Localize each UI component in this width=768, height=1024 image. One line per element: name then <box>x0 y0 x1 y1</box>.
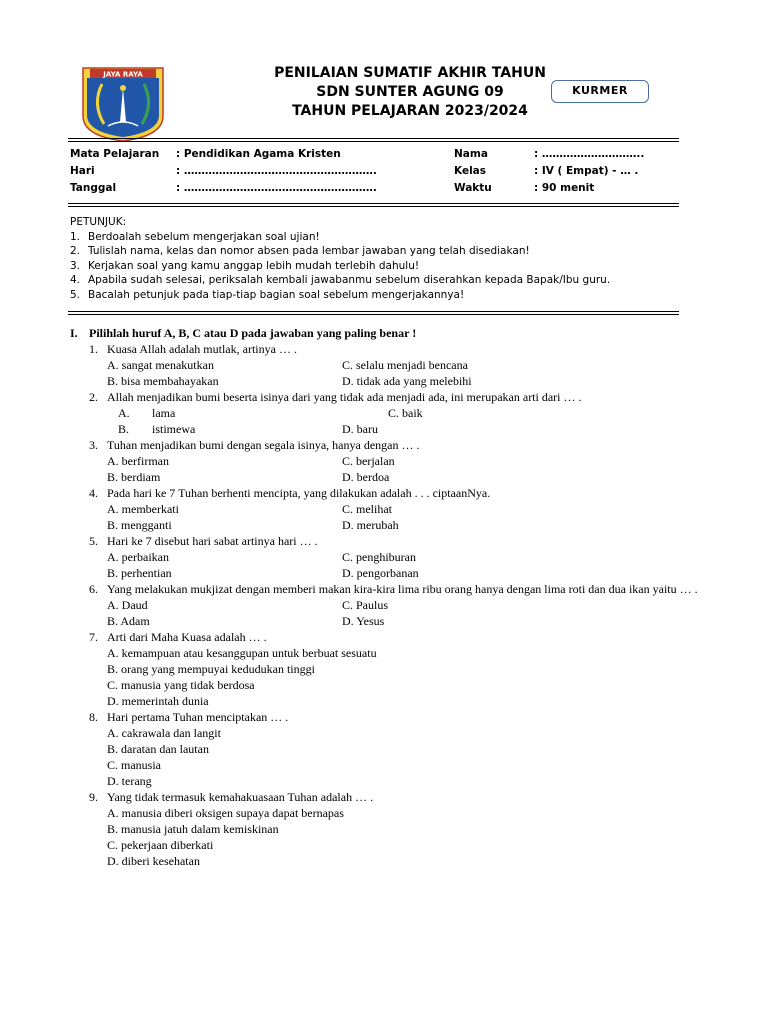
header-divider-bottom <box>68 141 679 142</box>
question-item <box>70 789 700 805</box>
subject-value: : Pendidikan Agama Kristen <box>176 148 341 160</box>
date-field[interactable]: : ………………………………………………. <box>176 182 377 194</box>
option-c[interactable]: C. berjalan <box>342 454 395 468</box>
time-value: : 90 menit <box>534 182 595 194</box>
question-number: 6. <box>89 582 98 596</box>
instruction-text: Kerjakan soal yang kamu anggap lebih mudah terlebih dahulu! <box>88 259 420 272</box>
question-number: 7. <box>89 630 98 644</box>
question-text: Tuhan menjadikan bumi dengan segala isinya, hanya dengan … . <box>107 438 420 452</box>
option-row <box>70 613 700 629</box>
dki-jakarta-emblem-logo <box>80 66 166 142</box>
instruction-text: Apabila sudah selesai, periksalah kembali jawabanmu sebelum diserahkan kepada Bapak/Ibu guru. <box>88 274 611 286</box>
option-c[interactable]: C. manusia <box>107 758 161 772</box>
option-b[interactable]: B. manusia jatuh dalam kemiskinan <box>107 822 279 836</box>
instructions-heading: PETUNJUK: <box>70 216 127 228</box>
option-row <box>70 501 700 517</box>
option-b[interactable]: B. orang yang mempuyai kedudukan tinggi <box>107 662 315 676</box>
svg-text:JAYA RAYA: JAYA RAYA <box>103 70 143 79</box>
question-item <box>70 709 700 725</box>
instruction-number: 1. <box>70 230 81 243</box>
question-text: Hari ke 7 disebut hari sabat artinya hari … . <box>107 534 318 548</box>
option-c[interactable]: C. manusia yang tidak berdosa <box>107 678 255 692</box>
option-a[interactable]: A. berfirman <box>107 454 169 468</box>
option-c[interactable]: C. selalu menjadi bencana <box>342 358 468 372</box>
option-row <box>70 405 700 421</box>
option-d[interactable]: D. terang <box>107 774 152 788</box>
header-divider-top <box>68 138 679 139</box>
question-text: Pada hari ke 7 Tuhan berhenti mencipta, yang dilakukan adalah . . . ciptaanNya. <box>107 486 491 500</box>
info-divider-top <box>68 203 679 204</box>
title-line-1: PENILAIAN SUMATIF AKHIR TAHUN <box>274 65 546 81</box>
question-item <box>70 629 700 645</box>
question-item <box>70 389 700 405</box>
option-b[interactable]: B. bisa membahayakan <box>107 374 219 388</box>
info-row-date <box>70 182 690 199</box>
name-field[interactable]: : ……………………….. <box>534 148 645 160</box>
info-divider-bottom <box>68 206 679 207</box>
student-info-table <box>70 148 690 199</box>
option-b[interactable]: B. perhentian <box>107 566 172 580</box>
option-row <box>70 597 700 613</box>
instruction-text: Tulislah nama, kelas dan nomor absen pada lembar jawaban yang telah disediakan! <box>88 245 530 257</box>
option-row <box>70 549 700 565</box>
option-row <box>70 469 700 485</box>
option-row <box>70 517 700 533</box>
question-number: 2. <box>89 390 98 404</box>
instruction-item <box>70 288 690 303</box>
subject-label: Mata Pelajaran <box>70 148 160 160</box>
option-d[interactable]: D. pengorbanan <box>342 566 419 580</box>
option-b[interactable]: B. mengganti <box>107 518 172 532</box>
day-label: Hari <box>70 165 95 177</box>
date-label: Tanggal <box>70 182 117 194</box>
question-number: 5. <box>89 534 98 548</box>
name-label: Nama <box>454 148 488 160</box>
option-row <box>70 357 700 373</box>
exam-title <box>230 64 590 121</box>
option-a[interactable]: A. memberkati <box>107 502 179 516</box>
instruction-item <box>70 230 690 245</box>
option-b-letter[interactable]: B. <box>118 422 130 436</box>
instructions-divider-top <box>68 311 679 312</box>
question-number: 9. <box>89 790 98 804</box>
option-c[interactable]: C. baik <box>388 406 423 420</box>
option-c[interactable]: C. melihat <box>342 502 392 516</box>
title-line-3: TAHUN PELAJARAN 2023/2024 <box>292 103 528 119</box>
option-row <box>70 421 700 437</box>
option-c[interactable]: C. Paulus <box>342 598 389 612</box>
option-row <box>70 565 700 581</box>
option-a-letter[interactable]: A. <box>118 406 130 420</box>
instruction-text: Berdoalah sebelum mengerjakan soal ujian! <box>88 230 320 243</box>
instructions-divider-bottom <box>68 314 679 315</box>
instruction-item <box>70 244 690 259</box>
instruction-number: 5. <box>70 288 81 301</box>
question-number: 4. <box>89 486 98 500</box>
question-item <box>70 485 700 501</box>
option-d[interactable]: D. baru <box>342 422 378 436</box>
option-c[interactable]: C. penghiburan <box>342 550 416 564</box>
option-d[interactable]: D. diberi kesehatan <box>107 854 200 868</box>
question-item <box>70 533 700 549</box>
info-row-day <box>70 165 690 182</box>
option-a[interactable]: A. cakrawala dan langit <box>107 726 221 740</box>
question-text: Kuasa Allah adalah mutlak, artinya … . <box>107 342 297 356</box>
title-line-2: SDN SUNTER AGUNG 09 <box>316 84 504 100</box>
option-row <box>70 453 700 469</box>
question-item <box>70 341 700 357</box>
option-d[interactable]: D. memerintah dunia <box>107 694 209 708</box>
instruction-number: 3. <box>70 259 81 272</box>
question-item <box>70 437 700 453</box>
option-b-text[interactable]: istimewa <box>152 422 196 436</box>
section-heading <box>70 325 700 341</box>
option-d[interactable]: D. Yesus <box>342 614 385 628</box>
option-d[interactable]: D. merubah <box>342 518 399 532</box>
time-label: Waktu <box>454 182 492 194</box>
option-b[interactable]: B. daratan dan lautan <box>107 742 209 756</box>
question-text: Arti dari Maha Kuasa adalah … . <box>107 630 267 644</box>
option-d[interactable]: D. berdoa <box>342 470 390 484</box>
section-number: I. <box>70 326 78 340</box>
option-a[interactable]: A. Daud <box>107 598 148 612</box>
option-c[interactable]: C. pekerjaan diberkati <box>107 838 214 852</box>
question-text: Yang tidak termasuk kemahakuasaan Tuhan adalah … . <box>107 790 374 804</box>
question-number: 3. <box>89 438 98 452</box>
question-text: Hari pertama Tuhan menciptakan … . <box>107 710 289 724</box>
instruction-number: 2. <box>70 245 81 257</box>
question-number: 1. <box>89 342 98 356</box>
option-b[interactable]: B. Adam <box>107 614 150 628</box>
instruction-item <box>70 273 690 288</box>
option-row <box>70 373 700 389</box>
option-a-text[interactable]: lama <box>152 406 176 420</box>
question-text: Yang melakukan mukjizat dengan memberi makan kira-kira lima ribu orang hanya dengan lima roti dan dua ikan yaitu … . <box>107 582 698 596</box>
option-b[interactable]: B. berdiam <box>107 470 161 484</box>
instruction-text: Bacalah petunjuk pada tiap-tiap bagian soal sebelum mengerjakannya! <box>88 288 465 301</box>
option-a[interactable]: A. perbaikan <box>107 550 169 564</box>
question-item <box>70 581 700 597</box>
instruction-item <box>70 259 690 274</box>
option-a[interactable]: A. manusia diberi oksigen supaya dapat bernapas <box>107 806 344 820</box>
instruction-number: 4. <box>70 274 81 286</box>
question-list <box>70 325 700 869</box>
info-row-subject <box>70 148 690 165</box>
option-a[interactable]: A. kemampuan atau kesanggupan untuk berbuat sesuatu <box>107 646 377 660</box>
question-number: 8. <box>89 710 98 724</box>
class-field[interactable]: : IV ( Empat) - … . <box>534 165 639 177</box>
curriculum-badge: KURMER <box>551 80 649 103</box>
question-text: Allah menjadikan bumi beserta isinya dari yang tidak ada menjadi ada, ini merupakan arti dari … . <box>107 390 582 404</box>
option-a[interactable]: A. sangat menakutkan <box>107 358 214 372</box>
day-field[interactable]: : ………………………………………………. <box>176 165 377 177</box>
instructions <box>70 215 690 302</box>
option-d[interactable]: D. tidak ada yang melebihi <box>342 374 472 388</box>
section-title: Pilihlah huruf A, B, C atau D pada jawaban yang paling benar ! <box>89 326 417 340</box>
class-label: Kelas <box>454 165 487 177</box>
